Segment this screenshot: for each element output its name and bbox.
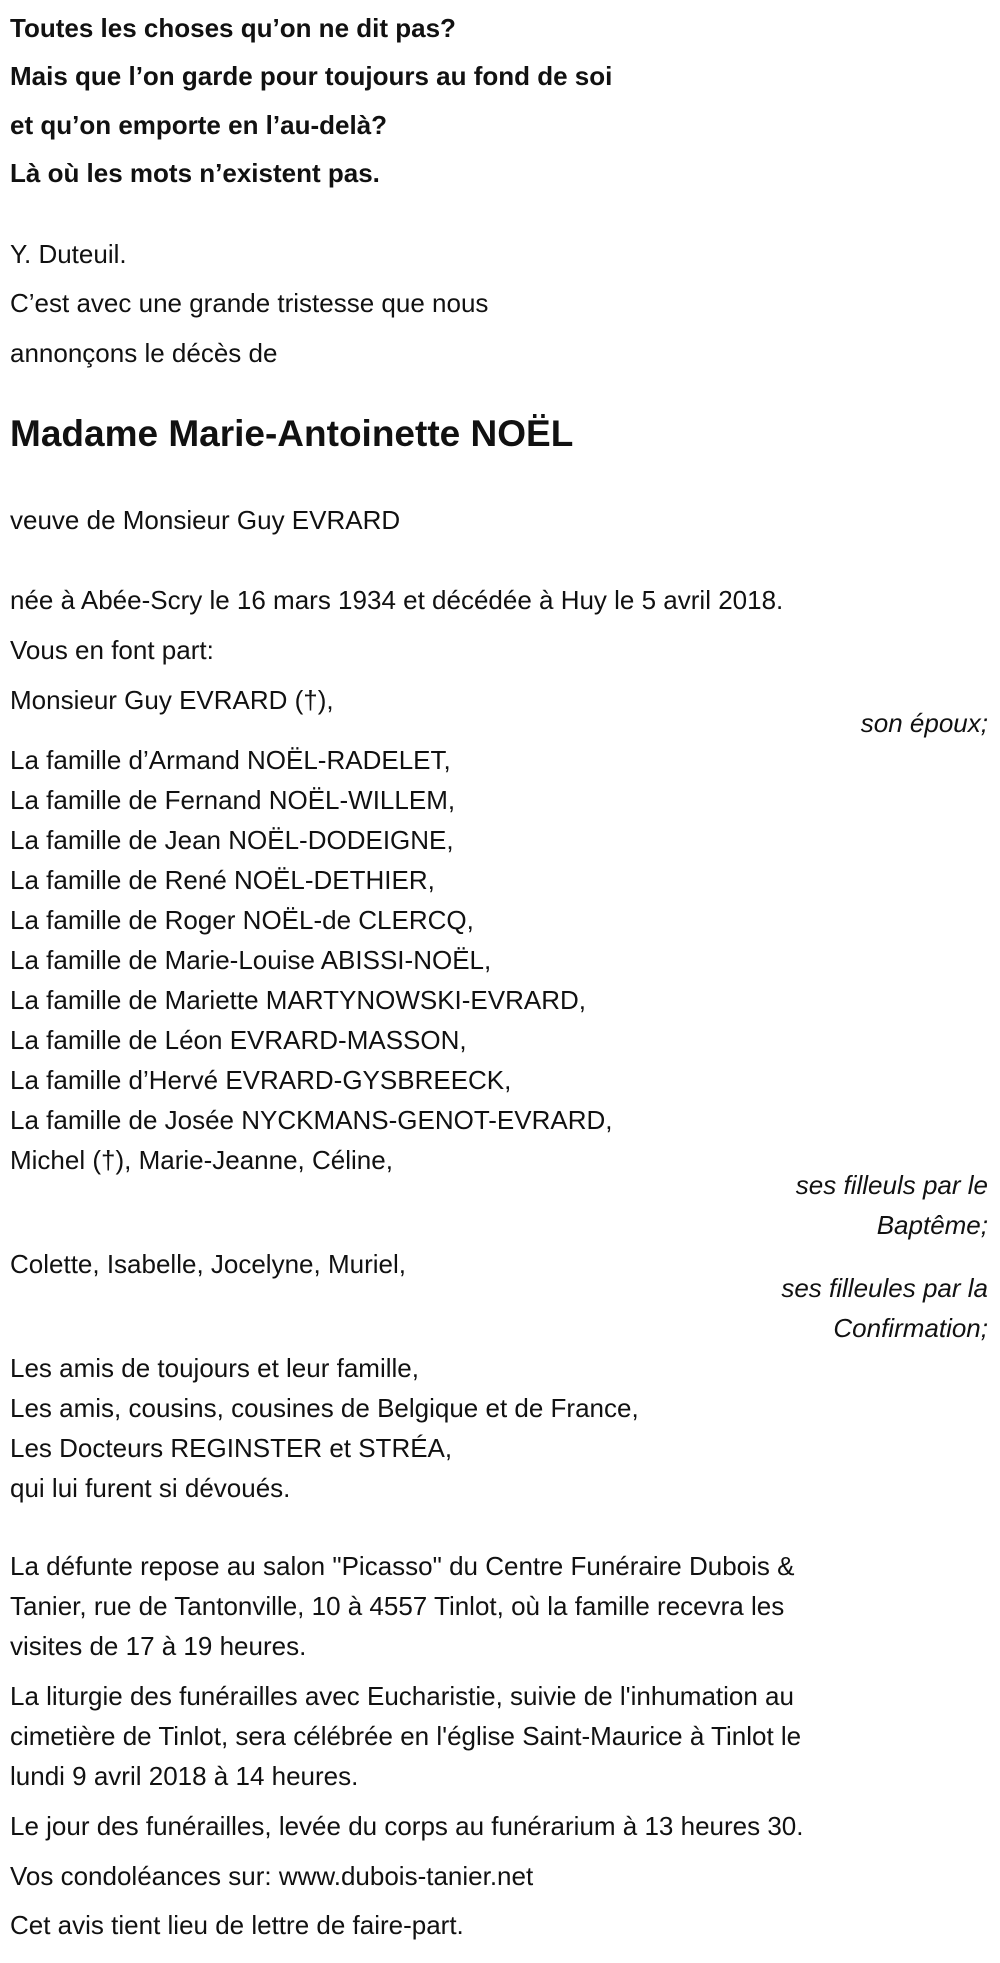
deceased-name: Madame Marie-Antoinette NOËL	[10, 413, 574, 454]
family-line: La famille d’Armand NOËL-RADELET,	[10, 745, 451, 775]
liturgy-line: La liturgie des funérailles avec Eucharistie, suivie de l'inhumation au	[10, 1681, 794, 1711]
repose-line: La défunte repose au salon "Picasso" du Centre Funéraire Dubois &	[10, 1551, 795, 1581]
family-line: La famille de Josée NYCKMANS-GENOT-EVRARD,	[10, 1105, 613, 1135]
goddaughters: Colette, Isabelle, Jocelyne, Muriel,	[10, 1249, 406, 1279]
friends-line: Les amis, cousins, cousines de Belgique et de France,	[10, 1393, 639, 1423]
family-line: La famille de Léon EVRARD-MASSON,	[10, 1025, 467, 1055]
godsons-role: ses filleuls par le	[795, 1170, 988, 1200]
condolences: Vos condoléances sur: www.dubois-tanier.net	[10, 1861, 534, 1891]
family-line: La famille de Jean NOËL-DODEIGNE,	[10, 825, 454, 855]
poem-line: Là où les mots n’existent pas.	[10, 158, 380, 188]
family-line: La famille de René NOËL-DETHIER,	[10, 865, 435, 895]
poem-line: Toutes les choses qu’on ne dit pas?	[10, 13, 456, 43]
goddaughters-role: ses filleules par la	[781, 1273, 988, 1303]
friends-line: Les Docteurs REGINSTER et STRÉA,	[10, 1433, 453, 1463]
family-line: La famille de Fernand NOËL-WILLEM,	[10, 785, 456, 815]
family-line: La famille d’Hervé EVRARD-GYSBREECK,	[10, 1065, 512, 1095]
closing: Cet avis tient lieu de lettre de faire-part.	[10, 1910, 464, 1940]
repose-line: Tanier, rue de Tantonville, 10 à 4557 Tinlot, où la famille recevra les	[10, 1591, 785, 1621]
family-line: Michel (†), Marie-Jeanne, Céline,	[10, 1145, 393, 1175]
spouse: Monsieur Guy EVRARD (†),	[10, 685, 334, 715]
goddaughters-role: Confirmation;	[833, 1313, 988, 1343]
friends-line: qui lui furent si dévoués.	[10, 1473, 291, 1503]
birth-death: née à Abée-Scry le 16 mars 1934 et décédée à Huy le 5 avril 2018.	[10, 585, 784, 615]
liturgy-line: cimetière de Tinlot, sera célébrée en l'église Saint-Maurice à Tinlot le	[10, 1721, 802, 1751]
levee: Le jour des funérailles, levée du corps au funérarium à 13 heures 30.	[10, 1811, 804, 1841]
family-line: La famille de Roger NOËL-de CLERCQ,	[10, 905, 474, 935]
poem-author: Y. Duteuil.	[10, 239, 127, 269]
poem-line: et qu’on emporte en l’au-delà?	[10, 110, 388, 140]
family-line: La famille de Marie-Louise ABISSI-NOËL,	[10, 945, 492, 975]
family-line: La famille de Mariette MARTYNOWSKI-EVRARD,	[10, 985, 586, 1015]
intro-line: annonçons le décès de	[10, 338, 278, 368]
spouse-role: son époux;	[860, 708, 988, 738]
intro-line: C’est avec une grande tristesse que nous	[10, 288, 489, 318]
repose-line: visites de 17 à 19 heures.	[10, 1631, 307, 1661]
godsons-role: Baptême;	[876, 1210, 988, 1240]
widow-of: veuve de Monsieur Guy EVRARD	[10, 505, 401, 535]
liturgy-line: lundi 9 avril 2018 à 14 heures.	[10, 1761, 359, 1791]
friends-line: Les amis de toujours et leur famille,	[10, 1353, 419, 1383]
poem-line: Mais que l’on garde pour toujours au fond de soi	[10, 61, 613, 91]
announce: Vous en font part:	[10, 635, 214, 665]
